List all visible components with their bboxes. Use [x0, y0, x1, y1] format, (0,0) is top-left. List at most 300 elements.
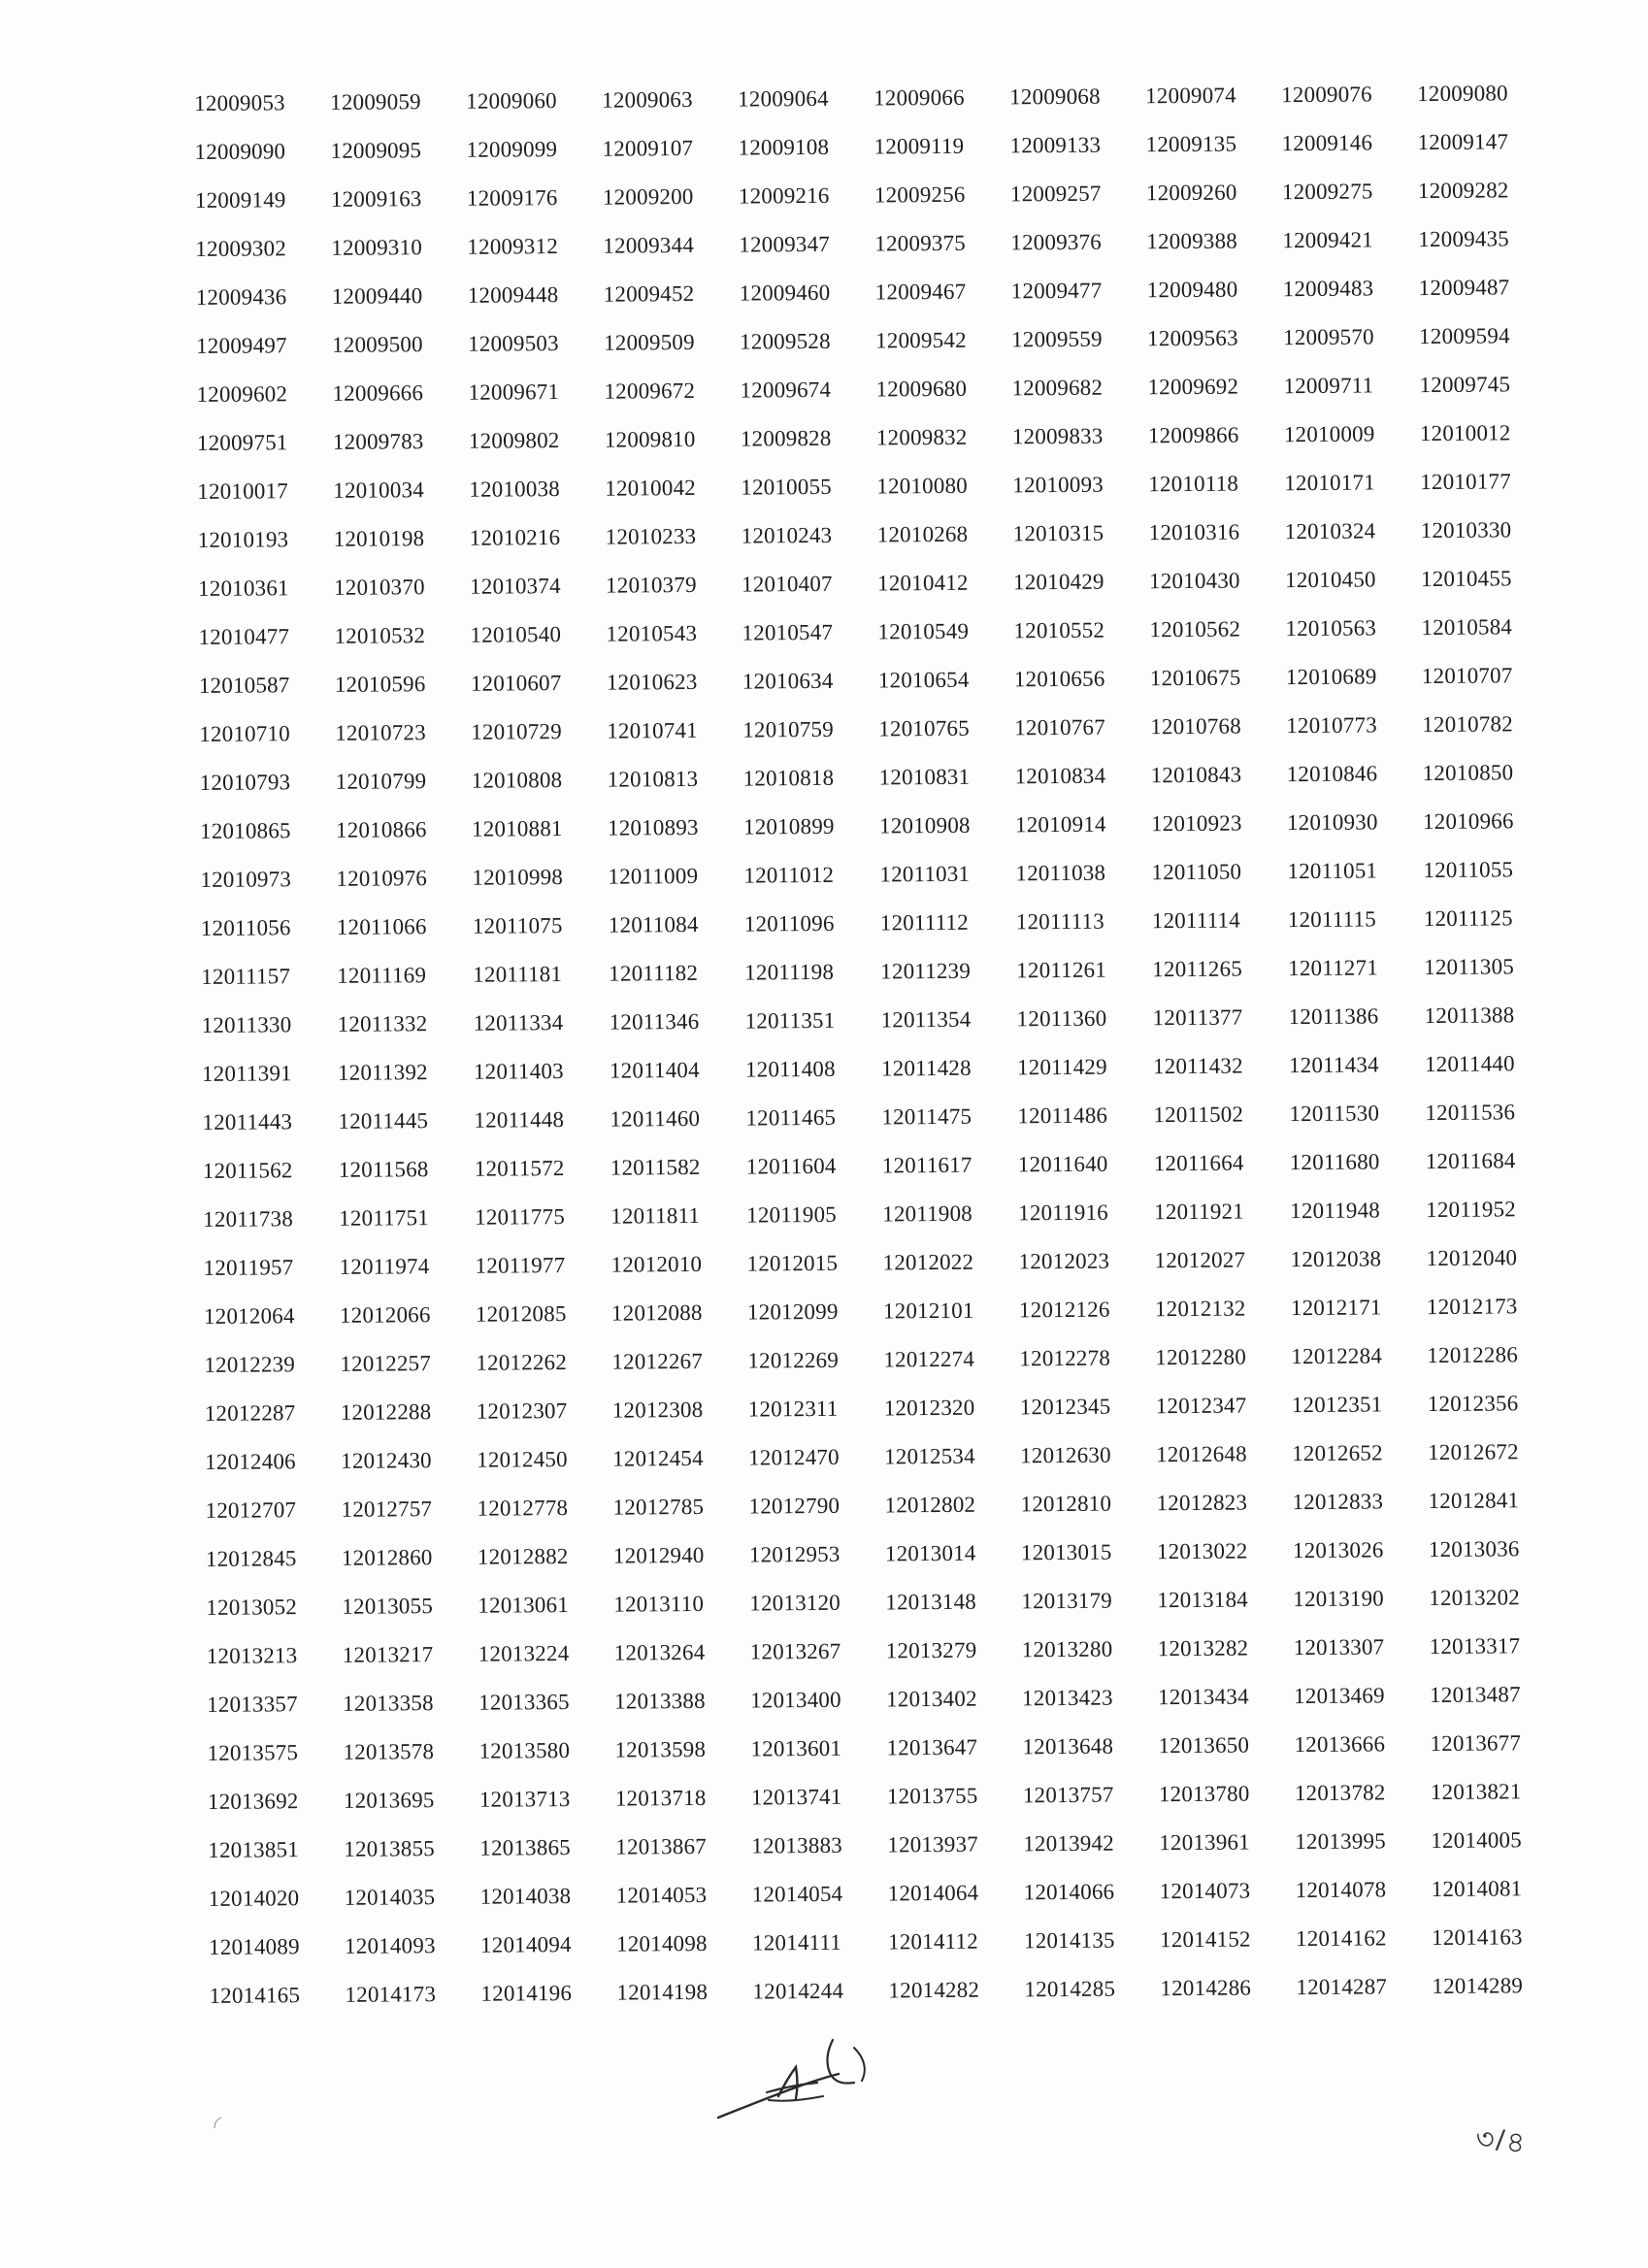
roll-number: 12009435: [1418, 226, 1510, 252]
roll-number: 12010607: [470, 671, 562, 696]
roll-number: 12012860: [341, 1545, 433, 1570]
roll-number: 12012406: [205, 1449, 296, 1474]
roll-number: 12010799: [335, 769, 427, 794]
roll-number: 12010584: [1421, 614, 1513, 641]
roll-number: 12010543: [606, 620, 698, 646]
roll-number: 12011957: [203, 1255, 294, 1280]
roll-number: 12009275: [1281, 179, 1373, 205]
roll-number: 12014282: [888, 1977, 980, 2003]
roll-number: 12011346: [609, 1008, 700, 1035]
roll-number: 12010881: [471, 816, 563, 841]
roll-number: 12011305: [1424, 954, 1515, 980]
roll-number: 12009467: [874, 279, 967, 305]
roll-number: 12011916: [1018, 1200, 1109, 1226]
roll-number: 12012833: [1292, 1489, 1384, 1515]
roll-number: 12012015: [746, 1250, 839, 1276]
roll-number: 12009074: [1145, 82, 1236, 109]
roll-number: 12012810: [1020, 1491, 1112, 1517]
roll-number: 12009200: [602, 183, 694, 210]
roll-number: 12011096: [743, 910, 835, 937]
roll-number: 12010813: [607, 766, 699, 792]
roll-number: 12011977: [475, 1253, 566, 1278]
roll-number: 12010793: [199, 770, 291, 795]
roll-number: 12010540: [470, 622, 562, 647]
roll-number: 12009147: [1417, 129, 1509, 155]
roll-number: 12011181: [473, 962, 563, 987]
roll-number: 12011428: [880, 1055, 972, 1081]
roll-number: 12010216: [469, 525, 561, 550]
roll-number: 12009802: [468, 428, 560, 453]
roll-number: 12009053: [194, 90, 285, 115]
roll-number: 12009682: [1011, 375, 1104, 401]
roll-number: 12010846: [1286, 761, 1378, 787]
roll-number: 12013267: [749, 1638, 841, 1664]
roll-number: 12013022: [1156, 1538, 1248, 1564]
roll-number: 12010973: [200, 867, 292, 892]
roll-number: 12011392: [337, 1060, 428, 1085]
roll-number: 12009388: [1146, 228, 1238, 254]
roll-number: 12011113: [1015, 908, 1104, 935]
roll-number: 12014198: [616, 1979, 709, 2005]
roll-number: 12009421: [1282, 227, 1374, 253]
roll-number: 12010118: [1148, 471, 1239, 497]
roll-number: 12012470: [748, 1444, 840, 1470]
roll-number: 12013695: [343, 1788, 435, 1813]
roll-number: 12014078: [1295, 1877, 1387, 1903]
roll-number: 12009099: [466, 137, 558, 162]
roll-number: 12011948: [1290, 1198, 1381, 1224]
roll-number: 12011443: [202, 1109, 293, 1134]
roll-number: 12010080: [876, 473, 969, 499]
roll-number: 12012307: [476, 1398, 568, 1424]
roll-number: 12012347: [1155, 1393, 1247, 1419]
roll-number: 12013217: [342, 1642, 434, 1667]
roll-number: 12013648: [1022, 1733, 1114, 1759]
roll-number: 12010914: [1014, 811, 1106, 838]
roll-number: 12009680: [875, 376, 968, 402]
roll-number: 12011429: [1016, 1054, 1107, 1080]
roll-number: 12014038: [479, 1884, 572, 1909]
roll-number: 12009095: [330, 138, 422, 163]
roll-number: 12013677: [1430, 1730, 1522, 1757]
roll-number-grid: [194, 69, 1568, 2021]
number-row: [209, 1961, 1567, 2021]
roll-number: 12013190: [1293, 1586, 1385, 1612]
roll-number: 12009066: [873, 84, 965, 111]
roll-number: 12012534: [884, 1443, 975, 1469]
roll-number: 12011360: [1016, 1005, 1107, 1032]
roll-number: 12011640: [1017, 1151, 1108, 1177]
roll-number: 12010450: [1284, 567, 1376, 593]
roll-number: 12012027: [1154, 1247, 1246, 1273]
roll-number: 12011038: [1015, 860, 1106, 886]
roll-number: 12010407: [742, 571, 833, 597]
roll-number: 12013280: [1021, 1636, 1113, 1662]
roll-number: 12010767: [1014, 714, 1105, 740]
roll-number: 12013423: [1022, 1685, 1113, 1711]
roll-number: 12009674: [740, 377, 832, 403]
roll-number: 12012287: [204, 1400, 296, 1426]
roll-number: 12009344: [603, 232, 695, 258]
roll-number: 12013014: [884, 1540, 976, 1566]
roll-number: 12009477: [1010, 278, 1103, 304]
roll-number: 12010966: [1422, 808, 1514, 835]
roll-number: 12012280: [1155, 1344, 1247, 1370]
roll-number: 12014053: [615, 1882, 708, 1908]
roll-number: 12009108: [738, 134, 830, 160]
roll-number: 12012022: [882, 1249, 974, 1275]
roll-number: 12010850: [1422, 760, 1514, 786]
roll-number: 12013015: [1020, 1539, 1112, 1565]
roll-number: 12009448: [467, 282, 559, 308]
roll-number: 12013580: [478, 1738, 571, 1763]
roll-number: 12010429: [1012, 569, 1104, 595]
roll-number: 12009833: [1011, 423, 1104, 449]
roll-number: 12013213: [206, 1643, 298, 1668]
roll-number: 12010562: [1149, 616, 1241, 642]
roll-number: 12009711: [1283, 373, 1374, 399]
roll-number: 12013865: [479, 1835, 572, 1860]
roll-number: 12010834: [1014, 763, 1106, 789]
roll-number: 12013148: [885, 1589, 977, 1615]
roll-number: 12012262: [476, 1350, 568, 1375]
roll-number: 12010899: [742, 813, 835, 839]
roll-number: 12013757: [1022, 1782, 1114, 1808]
roll-number: 12011680: [1289, 1149, 1380, 1175]
roll-number: 12013855: [344, 1836, 436, 1861]
roll-number: 12009509: [604, 329, 695, 355]
roll-number: 12013179: [1021, 1588, 1113, 1614]
roll-number: 12012430: [341, 1448, 432, 1473]
roll-number: 12010012: [1419, 420, 1511, 446]
roll-number: 12013647: [886, 1734, 978, 1760]
roll-number: 12010243: [741, 522, 833, 548]
roll-number: 12014073: [1159, 1878, 1251, 1904]
roll-number: 12009080: [1417, 81, 1508, 107]
roll-number: 12011604: [745, 1153, 837, 1179]
roll-number: 12011617: [881, 1152, 972, 1178]
roll-number: 12012066: [339, 1302, 431, 1328]
roll-number: 12009149: [194, 187, 286, 213]
roll-number: 12009452: [603, 280, 695, 307]
roll-number: 12012672: [1428, 1439, 1519, 1465]
roll-number: 12010865: [199, 818, 291, 843]
roll-number: 12011115: [1287, 906, 1376, 933]
roll-number: 12010831: [878, 764, 971, 790]
roll-number: 12011084: [608, 911, 699, 937]
roll-number: 12010976: [336, 866, 428, 891]
roll-number: 12013961: [1159, 1829, 1251, 1856]
roll-number: 12012356: [1427, 1391, 1519, 1417]
roll-number: 12010596: [334, 672, 426, 697]
roll-number: 12010233: [605, 523, 697, 549]
roll-number: 12011572: [474, 1156, 565, 1181]
roll-number: 12014173: [345, 1982, 437, 2007]
roll-number: 12010930: [1286, 809, 1378, 836]
roll-number: 12013578: [343, 1739, 435, 1764]
roll-number: 12011198: [744, 959, 835, 985]
roll-number: 12011905: [746, 1201, 838, 1228]
roll-number: 12014162: [1295, 1925, 1387, 1952]
roll-number: 12013388: [614, 1688, 706, 1714]
roll-number: 12009260: [1145, 180, 1237, 206]
roll-number: 12009563: [1147, 325, 1238, 351]
roll-number: 12009064: [738, 85, 829, 112]
roll-number: 12010198: [333, 526, 425, 551]
roll-number: 12011066: [336, 914, 427, 939]
roll-number: 12010017: [197, 478, 289, 504]
roll-number: 12011465: [745, 1104, 837, 1131]
roll-number: 12009671: [468, 379, 560, 405]
roll-number: 12010675: [1149, 665, 1241, 691]
roll-number: 12012845: [205, 1546, 297, 1571]
roll-number: 12010455: [1420, 566, 1512, 592]
roll-number: 12011169: [337, 963, 427, 988]
roll-number: 12010634: [742, 668, 834, 694]
roll-number: 12014005: [1431, 1827, 1522, 1854]
roll-number: 12009107: [602, 135, 694, 161]
roll-number: 12014064: [887, 1880, 979, 1906]
roll-number: 12012038: [1290, 1246, 1382, 1272]
roll-number: 12012757: [341, 1496, 433, 1522]
roll-number: 12011075: [472, 913, 563, 938]
roll-number: 12012802: [884, 1492, 976, 1518]
roll-number: 12009483: [1282, 276, 1374, 302]
roll-number: 12009866: [1147, 422, 1239, 448]
roll-number: 12011031: [879, 861, 971, 887]
roll-number: 12010893: [607, 814, 699, 840]
roll-number: 12011051: [1287, 858, 1378, 884]
roll-number: 12011530: [1289, 1101, 1380, 1127]
roll-number: 12012267: [611, 1348, 704, 1374]
roll-number: 12011908: [882, 1200, 973, 1227]
roll-number: 12013282: [1157, 1635, 1249, 1661]
roll-number: 12010042: [605, 475, 697, 501]
roll-number: 12013937: [887, 1831, 979, 1857]
roll-number: 12014135: [1023, 1927, 1115, 1954]
roll-number: 12012288: [340, 1399, 432, 1425]
roll-number: 12012239: [204, 1352, 296, 1377]
roll-number: 12013279: [885, 1637, 977, 1663]
roll-number: 12012257: [340, 1351, 432, 1376]
roll-number: 12011271: [1288, 955, 1379, 981]
roll-number: 12011012: [743, 862, 835, 888]
roll-number: 12010654: [877, 667, 970, 693]
roll-number: 12013202: [1429, 1585, 1521, 1611]
roll-number: 12011974: [339, 1254, 430, 1279]
roll-number: 12009559: [1011, 326, 1103, 352]
roll-number: 12014196: [480, 1981, 573, 2006]
roll-number: 12011009: [608, 863, 699, 889]
roll-number: 12013026: [1292, 1537, 1384, 1563]
roll-number: 12010656: [1013, 666, 1105, 692]
roll-number: 12014020: [208, 1886, 300, 1911]
roll-number: 12010587: [198, 673, 290, 698]
roll-number: 12011664: [1153, 1150, 1244, 1176]
roll-number: 12009133: [1009, 132, 1102, 158]
roll-number: 12009692: [1147, 374, 1239, 400]
roll-number: 12012841: [1428, 1488, 1520, 1514]
roll-number: 12010477: [198, 624, 290, 649]
roll-number: 12013601: [750, 1735, 842, 1761]
roll-number: 12010361: [198, 575, 289, 601]
roll-number: 12011112: [879, 909, 969, 936]
roll-number: 12013741: [750, 1784, 842, 1810]
roll-number: 12012953: [748, 1541, 840, 1567]
roll-number: 12009497: [196, 333, 287, 358]
roll-number: 12014054: [751, 1881, 843, 1907]
roll-number: 12010808: [471, 768, 563, 793]
roll-number: 12013224: [478, 1641, 570, 1666]
roll-number: 12012648: [1156, 1441, 1247, 1467]
roll-number: 12010563: [1285, 615, 1377, 641]
roll-number: 12014094: [480, 1932, 572, 1957]
roll-number: 12010379: [606, 572, 697, 598]
roll-number: 12013650: [1158, 1732, 1250, 1759]
roll-number: 12010729: [471, 719, 562, 744]
roll-number: 12011475: [881, 1103, 972, 1130]
roll-number: 12009783: [332, 429, 424, 454]
roll-number: 12011434: [1288, 1052, 1379, 1078]
roll-number: 12013867: [615, 1833, 708, 1859]
roll-number: 12010430: [1148, 568, 1240, 594]
roll-number: 12010549: [877, 618, 970, 644]
roll-number: 12012823: [1156, 1490, 1248, 1516]
roll-number: 12010623: [606, 669, 698, 695]
roll-number: 12009503: [468, 331, 559, 356]
roll-number: 12013782: [1294, 1780, 1386, 1806]
roll-number: 12009832: [875, 424, 968, 450]
roll-number: 12011536: [1425, 1100, 1516, 1126]
roll-number: 12009542: [875, 327, 967, 353]
roll-number: 12011404: [609, 1057, 700, 1083]
roll-number: 12013357: [207, 1692, 298, 1717]
roll-number: 12009216: [738, 182, 830, 209]
roll-number: 12010171: [1284, 470, 1376, 496]
roll-number: 12010412: [876, 570, 969, 596]
roll-number: 12012707: [205, 1497, 297, 1523]
roll-number: 12012023: [1018, 1248, 1110, 1274]
roll-number: 12014035: [344, 1885, 436, 1910]
roll-number: 12011921: [1154, 1199, 1245, 1225]
roll-number: 12011432: [1152, 1053, 1243, 1079]
roll-number: 12011751: [339, 1205, 430, 1231]
roll-number: 12010547: [742, 619, 834, 645]
roll-number: 12013666: [1294, 1731, 1386, 1758]
roll-number: 12014111: [751, 1929, 842, 1956]
roll-number: 12010818: [742, 765, 835, 791]
roll-number: 12009347: [739, 231, 831, 257]
roll-number: 12013434: [1158, 1684, 1249, 1710]
roll-number: 12009302: [195, 236, 287, 261]
roll-number: 12011261: [1016, 957, 1107, 983]
roll-number: 12013821: [1430, 1779, 1522, 1805]
roll-number: 12014093: [345, 1933, 436, 1958]
roll-number: 12009375: [874, 230, 967, 256]
roll-number: 12013995: [1295, 1828, 1386, 1855]
roll-number: 12009119: [873, 133, 965, 159]
roll-number: 12010908: [878, 812, 971, 838]
roll-number: 12009282: [1417, 178, 1509, 204]
roll-number: 12009570: [1283, 324, 1374, 350]
roll-number: 12009602: [196, 381, 288, 407]
roll-number: 12014165: [209, 1983, 301, 2008]
roll-number: 12013692: [207, 1789, 299, 1814]
roll-number: 12012101: [882, 1298, 974, 1324]
roll-number: 12013780: [1158, 1781, 1250, 1807]
roll-number: 12013400: [750, 1687, 841, 1713]
roll-number: 12010768: [1150, 713, 1241, 740]
roll-number: 12013713: [478, 1787, 571, 1812]
roll-number: 12011486: [1017, 1102, 1108, 1129]
roll-number: 12010370: [334, 575, 425, 600]
roll-number: 12013883: [751, 1832, 843, 1858]
roll-number: 12011265: [1152, 956, 1243, 982]
roll-number: 12009500: [332, 332, 423, 357]
roll-number: 12012785: [612, 1494, 705, 1520]
roll-number: 12012940: [612, 1542, 705, 1568]
roll-number: 12013718: [614, 1785, 707, 1811]
roll-number: 12013036: [1428, 1536, 1520, 1562]
roll-number: 12012284: [1291, 1343, 1383, 1369]
roll-number: 12011502: [1153, 1101, 1244, 1128]
roll-number: 12013055: [342, 1594, 434, 1619]
roll-number: 12009059: [330, 89, 421, 115]
roll-number: 12009068: [1009, 83, 1101, 110]
roll-number: 12011056: [200, 915, 291, 940]
roll-number: 12011334: [473, 1010, 564, 1035]
roll-number: 12012454: [612, 1445, 704, 1471]
roll-number: 12012630: [1020, 1442, 1111, 1468]
roll-number: 12012311: [747, 1396, 839, 1422]
roll-number: 12014098: [616, 1930, 708, 1956]
roll-number: 12013264: [613, 1639, 706, 1665]
roll-number: 12010710: [199, 721, 291, 746]
roll-number: 12009312: [467, 234, 559, 259]
roll-number: 12010773: [1286, 712, 1377, 739]
roll-number: 12010759: [742, 716, 834, 742]
roll-number: 12011388: [1424, 1003, 1515, 1029]
roll-number: 12012064: [203, 1303, 295, 1329]
roll-number: 12010093: [1012, 472, 1104, 498]
roll-number: 12013120: [749, 1590, 841, 1616]
roll-number: 12011351: [744, 1007, 836, 1034]
roll-number: 12010316: [1148, 519, 1240, 545]
roll-number: 12014081: [1431, 1876, 1523, 1902]
roll-number: 12012099: [746, 1298, 839, 1325]
roll-number: 12013052: [206, 1594, 298, 1620]
roll-number: 12010741: [607, 717, 698, 743]
roll-number: 12011332: [337, 1011, 428, 1036]
roll-number: 12012040: [1426, 1245, 1518, 1271]
roll-number: 12010034: [333, 477, 425, 503]
roll-number: 12009135: [1145, 131, 1237, 157]
roll-number: 12013307: [1293, 1634, 1385, 1660]
roll-number: 12013487: [1430, 1682, 1521, 1708]
roll-number: 12013402: [886, 1686, 977, 1712]
roll-number: 12009810: [604, 426, 696, 452]
roll-number: 12012286: [1427, 1342, 1519, 1368]
roll-number: 12011562: [202, 1158, 293, 1183]
stray-pen-mark: [212, 2116, 223, 2129]
roll-number: 12009480: [1146, 277, 1238, 303]
roll-number: 12014163: [1431, 1924, 1523, 1951]
roll-number: 12011445: [338, 1108, 429, 1134]
roll-number: 12009076: [1281, 82, 1372, 108]
roll-number: 12009176: [466, 185, 558, 211]
roll-number: 12009146: [1281, 130, 1373, 156]
roll-number: 12011811: [610, 1202, 701, 1229]
